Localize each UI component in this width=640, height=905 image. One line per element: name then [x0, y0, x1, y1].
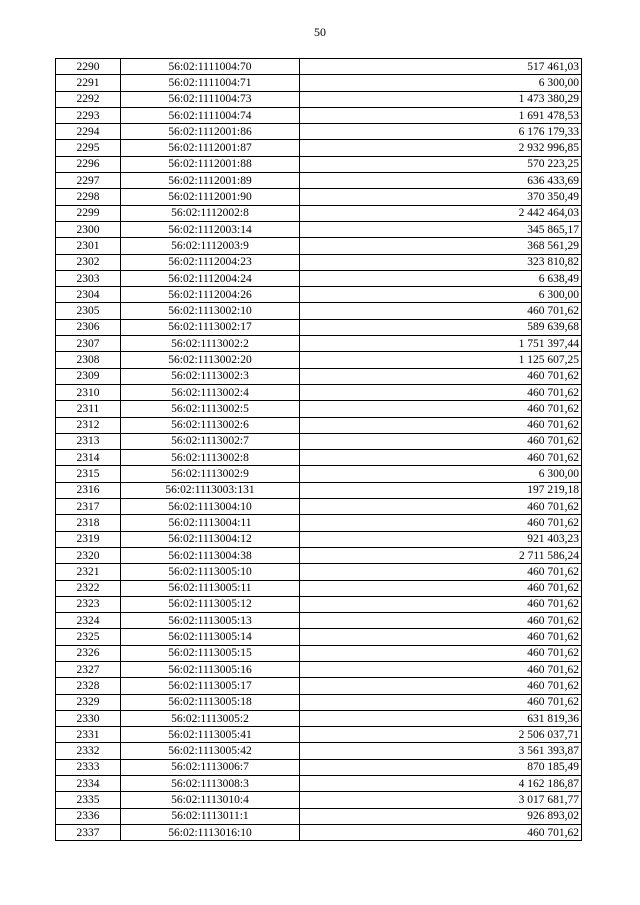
cadastral-value-cell: 460 701,62	[300, 433, 582, 449]
row-number-cell: 2315	[56, 466, 121, 482]
row-number-cell: 2307	[56, 336, 121, 352]
table-row	[56, 613, 582, 629]
cadastral-number-cell: 56:02:1113002:2	[121, 336, 300, 352]
table-row	[56, 124, 582, 140]
cadastral-value-cell: 3 017 681,77	[300, 792, 582, 808]
table-row	[56, 368, 582, 384]
cadastral-number-cell: 56:02:1112001:90	[121, 189, 300, 205]
cadastral-number-cell: 56:02:1112004:23	[121, 254, 300, 270]
cadastral-number-cell: 56:02:1113002:7	[121, 433, 300, 449]
cadastral-value-cell: 2 506 037,71	[300, 727, 582, 743]
row-number-cell: 2332	[56, 743, 121, 759]
cadastral-number-cell: 56:02:1113002:17	[121, 319, 300, 335]
cadastral-number-cell: 56:02:1113005:11	[121, 580, 300, 596]
cadastral-value-cell: 926 893,02	[300, 808, 582, 824]
row-number-cell: 2328	[56, 678, 121, 694]
table-row	[56, 384, 582, 400]
table-row	[56, 401, 582, 417]
cadastral-number-cell: 56:02:1113002:8	[121, 450, 300, 466]
cadastral-value-cell: 1 125 607,25	[300, 352, 582, 368]
table-row	[56, 515, 582, 531]
table-row	[56, 629, 582, 645]
cadastral-value-cell: 460 701,62	[300, 596, 582, 612]
row-number-cell: 2323	[56, 596, 121, 612]
row-number-cell: 2330	[56, 710, 121, 726]
cadastral-number-cell: 56:02:1111004:70	[121, 59, 300, 75]
cadastral-value-cell: 460 701,62	[300, 694, 582, 710]
row-number-cell: 2294	[56, 124, 121, 140]
table-row	[56, 564, 582, 580]
cadastral-number-cell: 56:02:1113010:4	[121, 792, 300, 808]
cadastral-value-cell: 1 473 380,29	[300, 91, 582, 107]
row-number-cell: 2335	[56, 792, 121, 808]
cadastral-number-cell: 56:02:1113002:9	[121, 466, 300, 482]
row-number-cell: 2331	[56, 727, 121, 743]
table-row	[56, 352, 582, 368]
row-number-cell: 2306	[56, 319, 121, 335]
cadastral-value-cell: 460 701,62	[300, 417, 582, 433]
table-row	[56, 173, 582, 189]
cadastral-number-cell: 56:02:1111004:73	[121, 91, 300, 107]
table-row	[56, 727, 582, 743]
cadastral-value-cell: 460 701,62	[300, 629, 582, 645]
cadastral-value-cell: 6 176 179,33	[300, 124, 582, 140]
cadastral-number-cell: 56:02:1113005:14	[121, 629, 300, 645]
table-row	[56, 776, 582, 792]
table-row	[56, 270, 582, 286]
row-number-cell: 2334	[56, 776, 121, 792]
table-row	[56, 156, 582, 172]
row-number-cell: 2295	[56, 140, 121, 156]
row-number-cell: 2314	[56, 450, 121, 466]
table-row	[56, 466, 582, 482]
cadastral-number-cell: 56:02:1113002:5	[121, 401, 300, 417]
row-number-cell: 2317	[56, 499, 121, 515]
row-number-cell: 2309	[56, 368, 121, 384]
cadastral-value-cell: 589 639,68	[300, 319, 582, 335]
row-number-cell: 2298	[56, 189, 121, 205]
table-row	[56, 743, 582, 759]
table-row	[56, 75, 582, 91]
cadastral-value-cell: 460 701,62	[300, 613, 582, 629]
table-row	[56, 710, 582, 726]
row-number-cell: 2326	[56, 645, 121, 661]
table-row	[56, 417, 582, 433]
cadastral-value-cell: 570 223,25	[300, 156, 582, 172]
cadastral-value-cell: 2 442 464,03	[300, 205, 582, 221]
row-number-cell: 2324	[56, 613, 121, 629]
cadastral-number-cell: 56:02:1113005:16	[121, 661, 300, 677]
row-number-cell: 2312	[56, 417, 121, 433]
table-row	[56, 319, 582, 335]
cadastral-value-cell: 323 810,82	[300, 254, 582, 270]
cadastral-number-cell: 56:02:1113002:10	[121, 303, 300, 319]
table-row	[56, 140, 582, 156]
cadastral-value-cell: 3 561 393,87	[300, 743, 582, 759]
cadastral-value-cell: 6 300,00	[300, 287, 582, 303]
table-row	[56, 450, 582, 466]
cadastral-value-cell: 517 461,03	[300, 59, 582, 75]
cadastral-value-cell: 370 350,49	[300, 189, 582, 205]
cadastral-number-cell: 56:02:1112001:89	[121, 173, 300, 189]
cadastral-number-cell: 56:02:1113002:6	[121, 417, 300, 433]
row-number-cell: 2291	[56, 75, 121, 91]
cadastral-value-cell: 460 701,62	[300, 450, 582, 466]
cadastral-value-cell: 460 701,62	[300, 401, 582, 417]
table-row	[56, 433, 582, 449]
cadastral-value-cell: 6 638,49	[300, 270, 582, 286]
cadastral-number-cell: 56:02:1113005:41	[121, 727, 300, 743]
table-row	[56, 596, 582, 612]
row-number-cell: 2297	[56, 173, 121, 189]
table-row	[56, 678, 582, 694]
cadastral-number-cell: 56:02:1113005:10	[121, 564, 300, 580]
cadastral-number-cell: 56:02:1113005:42	[121, 743, 300, 759]
row-number-cell: 2308	[56, 352, 121, 368]
row-number-cell: 2320	[56, 547, 121, 563]
cadastral-value-cell: 4 162 186,87	[300, 776, 582, 792]
table-row	[56, 221, 582, 237]
cadastral-number-cell: 56:02:1113005:13	[121, 613, 300, 629]
cadastral-number-cell: 56:02:1111004:74	[121, 107, 300, 123]
table-row	[56, 287, 582, 303]
row-number-cell: 2303	[56, 270, 121, 286]
cadastral-number-cell: 56:02:1113011:1	[121, 808, 300, 824]
cadastral-value-cell: 460 701,62	[300, 645, 582, 661]
row-number-cell: 2301	[56, 238, 121, 254]
row-number-cell: 2321	[56, 564, 121, 580]
cadastral-value-cell: 460 701,62	[300, 580, 582, 596]
row-number-cell: 2299	[56, 205, 121, 221]
table-row	[56, 205, 582, 221]
cadastral-value-cell: 2 932 996,85	[300, 140, 582, 156]
row-number-cell: 2322	[56, 580, 121, 596]
cadastral-number-cell: 56:02:1112001:86	[121, 124, 300, 140]
cadastral-value-cell: 1 691 478,53	[300, 107, 582, 123]
row-number-cell: 2311	[56, 401, 121, 417]
table-row	[56, 107, 582, 123]
table-row	[56, 580, 582, 596]
cadastral-value-cell: 460 701,62	[300, 303, 582, 319]
cadastral-number-cell: 56:02:1113002:4	[121, 384, 300, 400]
cadastral-value-cell: 6 300,00	[300, 466, 582, 482]
table-row	[56, 303, 582, 319]
cadastral-value-cell: 636 433,69	[300, 173, 582, 189]
cadastral-number-cell: 56:02:1112001:88	[121, 156, 300, 172]
row-number-cell: 2290	[56, 59, 121, 75]
cadastral-value-cell: 6 300,00	[300, 75, 582, 91]
cadastral-value-cell: 460 701,62	[300, 499, 582, 515]
cadastral-value-cell: 460 701,62	[300, 384, 582, 400]
table-row	[56, 824, 582, 840]
cadastral-value-cell: 368 561,29	[300, 238, 582, 254]
table-row	[56, 254, 582, 270]
cadastral-number-cell: 56:02:1112002:8	[121, 205, 300, 221]
page-number: 50	[314, 25, 326, 39]
cadastral-number-cell: 56:02:1113004:11	[121, 515, 300, 531]
row-number-cell: 2296	[56, 156, 121, 172]
row-number-cell: 2316	[56, 482, 121, 498]
table-row	[56, 531, 582, 547]
table-row	[56, 482, 582, 498]
cadastral-number-cell: 56:02:1112003:14	[121, 221, 300, 237]
cadastral-value-cell: 631 819,36	[300, 710, 582, 726]
cadastral-number-cell: 56:02:1112003:9	[121, 238, 300, 254]
cadastral-number-cell: 56:02:1113005:17	[121, 678, 300, 694]
row-number-cell: 2333	[56, 759, 121, 775]
cadastral-number-cell: 56:02:1113002:3	[121, 368, 300, 384]
row-number-cell: 2310	[56, 384, 121, 400]
row-number-cell: 2300	[56, 221, 121, 237]
row-number-cell: 2319	[56, 531, 121, 547]
row-number-cell: 2305	[56, 303, 121, 319]
table-row	[56, 336, 582, 352]
cadastral-number-cell: 56:02:1113005:15	[121, 645, 300, 661]
row-number-cell: 2318	[56, 515, 121, 531]
row-number-cell: 2337	[56, 824, 121, 840]
cadastral-number-cell: 56:02:1113005:2	[121, 710, 300, 726]
table-row	[56, 694, 582, 710]
row-number-cell: 2304	[56, 287, 121, 303]
cadastral-number-cell: 56:02:1112001:87	[121, 140, 300, 156]
cadastral-value-cell: 197 219,18	[300, 482, 582, 498]
cadastral-value-cell: 460 701,62	[300, 564, 582, 580]
table-row	[56, 759, 582, 775]
table-row	[56, 499, 582, 515]
cadastral-number-cell: 56:02:1113004:10	[121, 499, 300, 515]
cadastral-number-cell: 56:02:1113004:12	[121, 531, 300, 547]
row-number-cell: 2329	[56, 694, 121, 710]
cadastral-number-cell: 56:02:1113006:7	[121, 759, 300, 775]
cadastral-value-cell: 460 701,62	[300, 661, 582, 677]
cadastral-number-cell: 56:02:1112004:26	[121, 287, 300, 303]
table-row	[56, 547, 582, 563]
row-number-cell: 2327	[56, 661, 121, 677]
cadastral-number-cell: 56:02:1111004:71	[121, 75, 300, 91]
cadastral-number-cell: 56:02:1113004:38	[121, 547, 300, 563]
row-number-cell: 2292	[56, 91, 121, 107]
table-row	[56, 238, 582, 254]
cadastral-value-cell: 460 701,62	[300, 368, 582, 384]
table-row	[56, 792, 582, 808]
cadastral-value-table	[55, 58, 582, 841]
cadastral-value-cell: 921 403,23	[300, 531, 582, 547]
table-row	[56, 59, 582, 75]
row-number-cell: 2293	[56, 107, 121, 123]
table-row	[56, 661, 582, 677]
cadastral-number-cell: 56:02:1113002:20	[121, 352, 300, 368]
row-number-cell: 2336	[56, 808, 121, 824]
cadastral-value-cell: 870 185,49	[300, 759, 582, 775]
row-number-cell: 2313	[56, 433, 121, 449]
cadastral-number-cell: 56:02:1113008:3	[121, 776, 300, 792]
cadastral-number-cell: 56:02:1113016:10	[121, 824, 300, 840]
cadastral-value-cell: 345 865,17	[300, 221, 582, 237]
table-body	[56, 59, 582, 841]
table-row	[56, 808, 582, 824]
cadastral-number-cell: 56:02:1113005:18	[121, 694, 300, 710]
cadastral-value-cell: 2 711 586,24	[300, 547, 582, 563]
cadastral-number-cell: 56:02:1113003:131	[121, 482, 300, 498]
table-row	[56, 91, 582, 107]
cadastral-value-cell: 1 751 397,44	[300, 336, 582, 352]
cadastral-value-cell: 460 701,62	[300, 824, 582, 840]
table-row	[56, 189, 582, 205]
cadastral-number-cell: 56:02:1113005:12	[121, 596, 300, 612]
cadastral-number-cell: 56:02:1112004:24	[121, 270, 300, 286]
row-number-cell: 2302	[56, 254, 121, 270]
table-row	[56, 645, 582, 661]
cadastral-value-cell: 460 701,62	[300, 678, 582, 694]
cadastral-value-cell: 460 701,62	[300, 515, 582, 531]
row-number-cell: 2325	[56, 629, 121, 645]
